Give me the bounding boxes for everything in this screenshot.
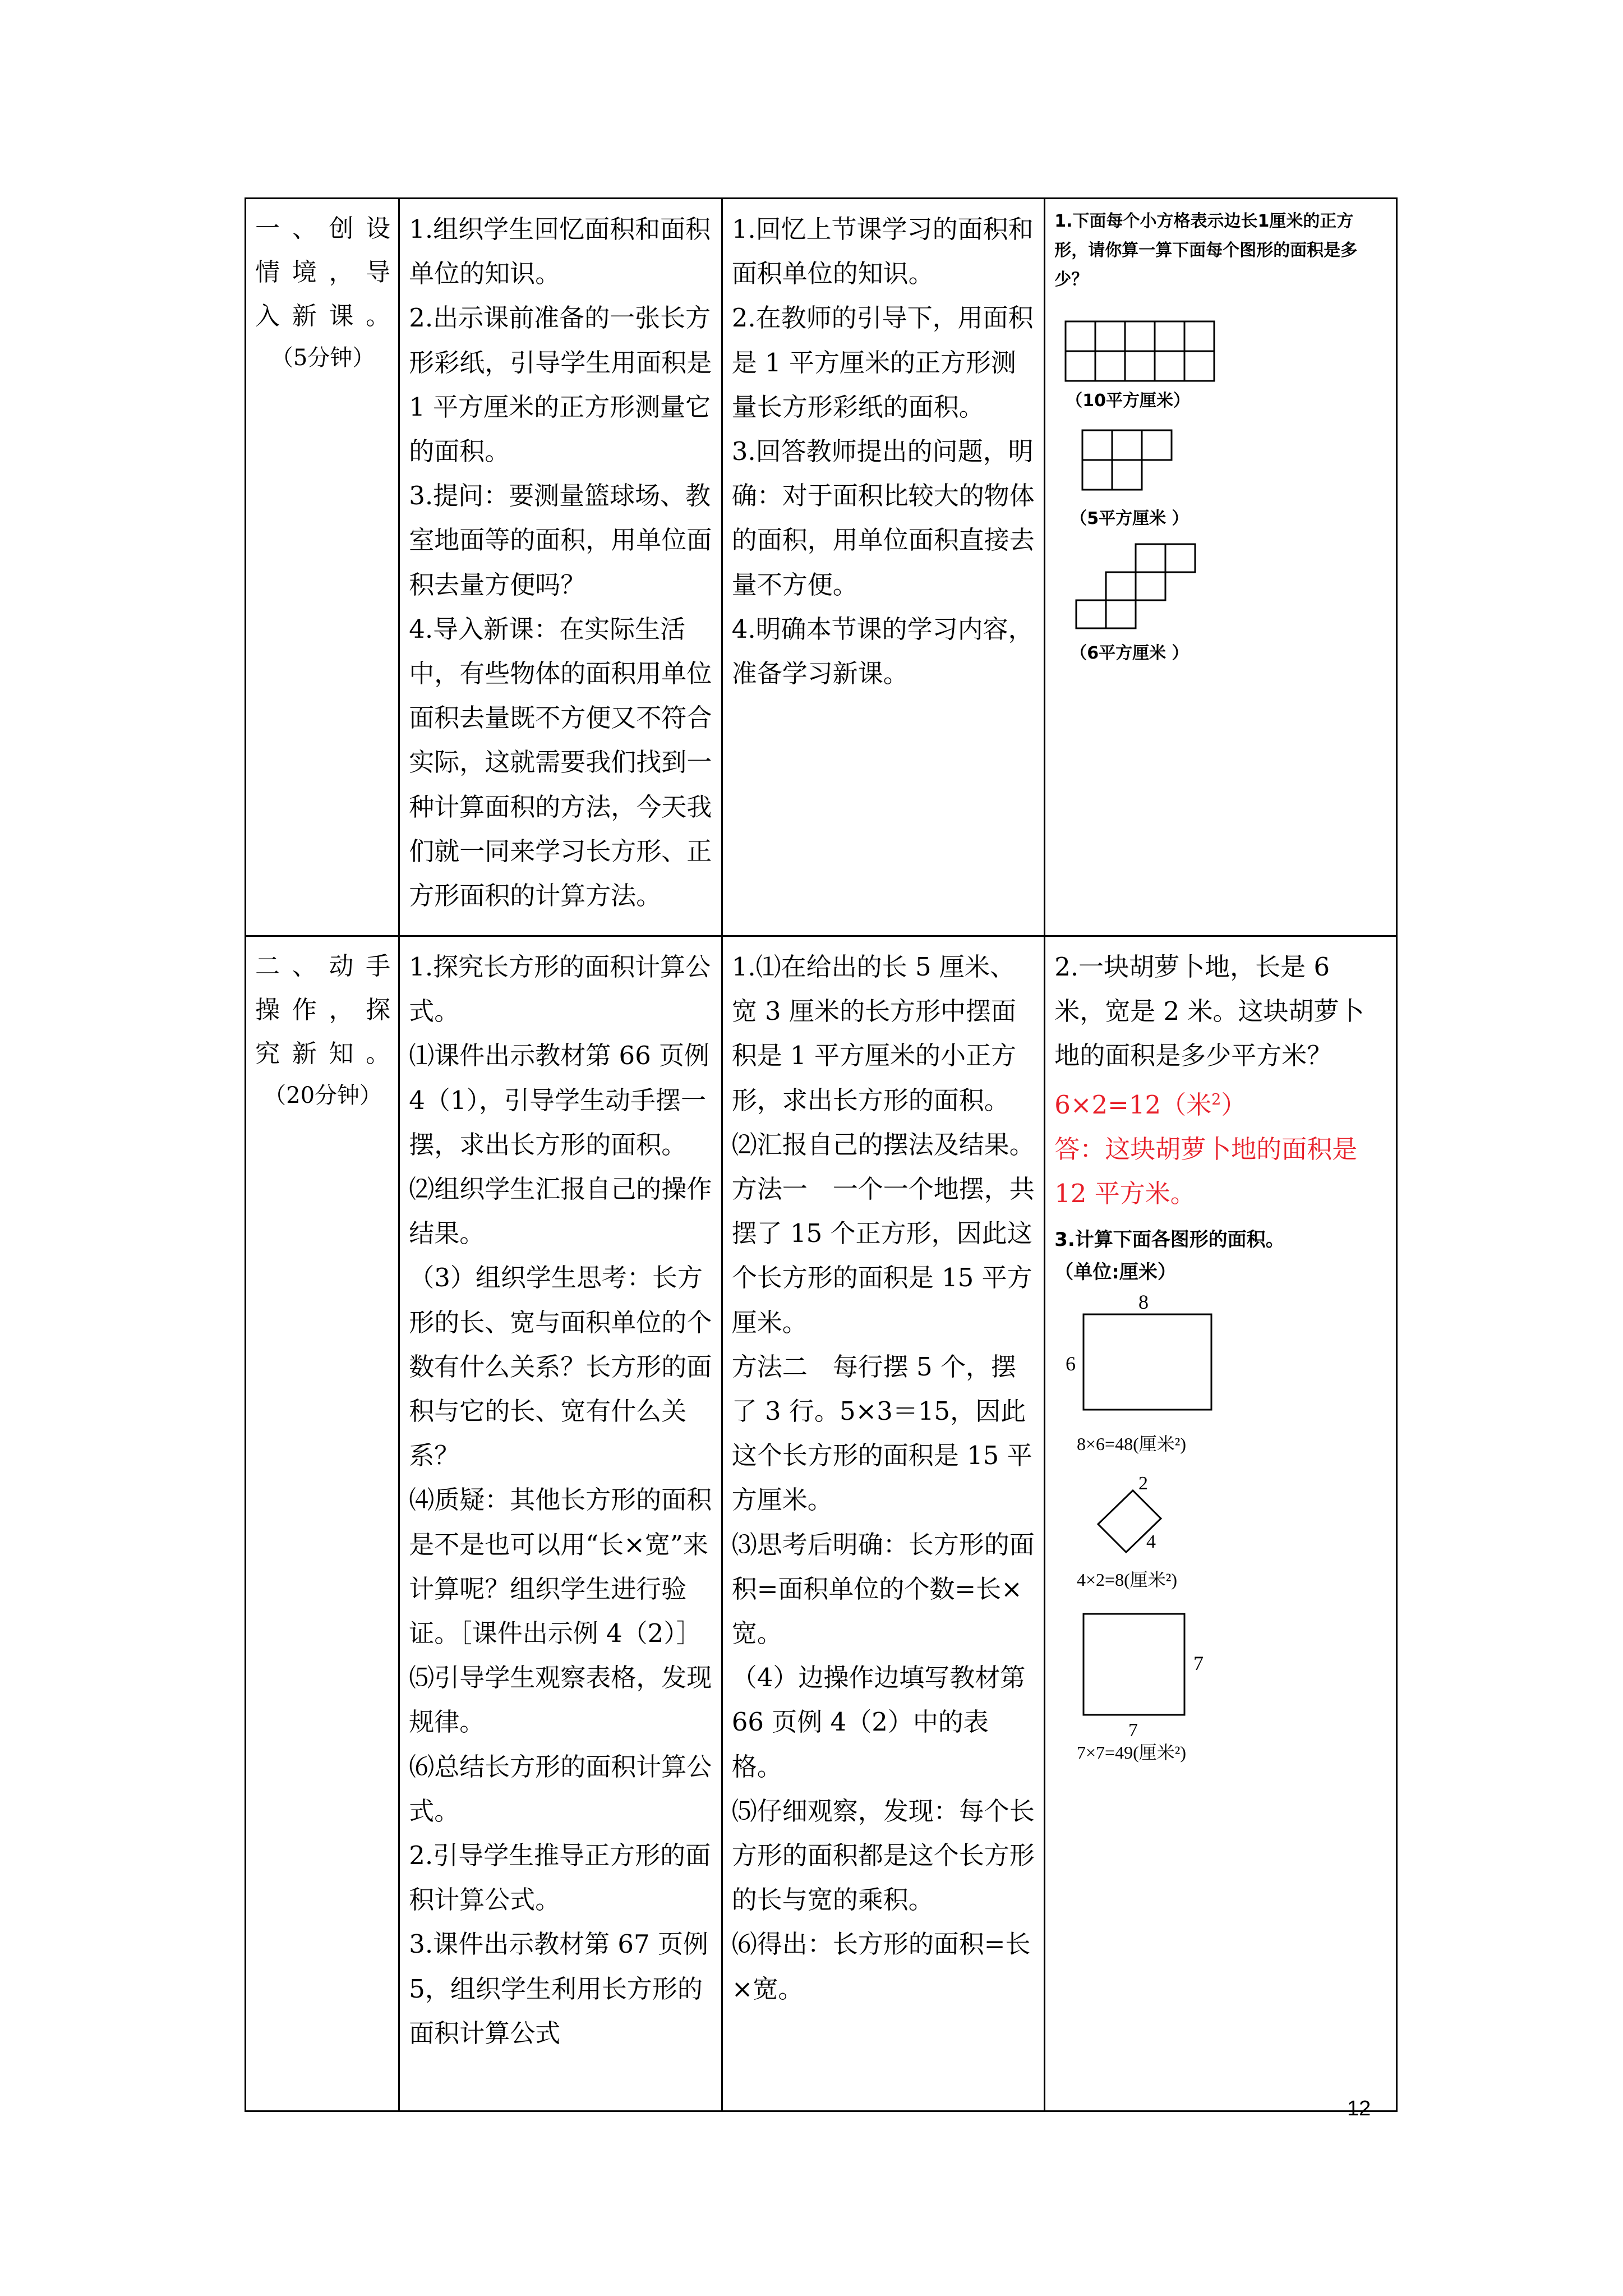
fig1-left-label: 6 <box>1066 1352 1076 1375</box>
teacher-step: 3.课件出示教材第 67 页例 5，组织学生利用长方形的面积计算公式 <box>409 1929 708 2048</box>
calc-sup: 2 <box>1211 1091 1221 1108</box>
teacher-activity-cell <box>399 199 722 936</box>
student-step: ⑸仔细观察，发现：每个长方形的面积都是这个长方形的长与宽的乘积。 <box>731 1796 1035 1915</box>
lesson-plan-table <box>245 197 1398 2112</box>
teacher-activity-cell <box>399 936 722 2111</box>
fig3-bottom-label: 7 <box>1128 1720 1138 1741</box>
teacher-step: ⑵组织学生汇报自己的操作结果。 <box>409 1174 712 1249</box>
exercise-answer: 答：这块胡萝卜地的面积是 12 平方米。 <box>1054 1134 1358 1208</box>
stage-cell <box>246 199 399 936</box>
stage-cell <box>246 936 399 2111</box>
teacher-step: 1.探究长方形的面积计算公式。 <box>409 952 711 1027</box>
table-row <box>246 936 1397 2111</box>
stage-line: 入新课。 <box>255 302 391 330</box>
fig3-right-label: 7 <box>1193 1652 1204 1674</box>
teacher-step: 3.提问：要测量篮球场、教室地面等的面积，用单位面积去量方便吗？ <box>409 481 712 600</box>
student-activity-cell <box>722 936 1045 2111</box>
student-step: ⑹得出：长方形的面积=长×宽。 <box>731 1929 1031 2004</box>
student-step: 4.明确本节课的学习内容，准备学习新课。 <box>731 614 1034 689</box>
exercise-question-3: 3.计算下面各图形的面积。 <box>1054 1228 1285 1251</box>
student-activity-cell <box>722 199 1045 936</box>
exercise-cell <box>1045 936 1397 2111</box>
exercise-question: 1.下面每个小方格表示边长1厘米的正方形，请你算一算下面每个图形的面积是多少？ <box>1054 211 1358 289</box>
table-row <box>246 199 1397 936</box>
teacher-step: ⑴课件出示教材第 66 页例 4（1），引导学生动手摆一摆，求出长方形的面积。 <box>409 1041 710 1159</box>
student-step: ⑶思考后明确：长方形的面积=面积单位的个数=长×宽。 <box>731 1529 1035 1649</box>
student-step: 1.⑴在给出的长 5 厘米、宽 3 厘米的长方形中摆面积是 1 平方厘米的小正方形，求出长方形的面积。 <box>731 952 1016 1115</box>
page-number: 12 <box>1347 2097 1371 2120</box>
exercise-cell <box>1045 199 1397 936</box>
student-step: 方法二 每行摆 5 个，摆了 3 行。5×3＝15，因此这个长方形的面积是 15 平方厘米。 <box>731 1351 1032 1515</box>
rectangle-figure <box>1054 1289 1368 1468</box>
stage-time: （20分钟） <box>264 1083 382 1108</box>
teacher-step: ⑷质疑：其他长方形的面积是不是也可以用“长×宽”来计算呢？组织学生进行验证。［课件出示例 4（2）］ <box>409 1485 712 1649</box>
student-step: ⑵汇报自己的摆法及结果。 <box>731 1129 1035 1159</box>
student-step: （4）边操作边填写教材第 66 页例 4（2）中的表格。 <box>731 1663 1026 1782</box>
fig1-top-label: 8 <box>1138 1291 1149 1313</box>
stage-time: （5分钟） <box>270 345 375 371</box>
teacher-step: ⑹总结长方形的面积计算公式。 <box>409 1751 712 1826</box>
tilted-rectangle-figure <box>1054 1468 1368 1597</box>
teacher-step: 4.导入新课：在实际生活中，有些物体的面积用单位面积去量既不方便又不符合实际，这就需要我们找到一种计算面积的方法，今天我们就一同来学习长方形、正方形面积的计算方法。 <box>409 614 712 911</box>
student-step: 方法一 一个一个地摆，共摆了 15 个正方形，因此这个长方形的面积是 15 平方厘米。 <box>731 1174 1035 1337</box>
teacher-step: 2.引导学生推导正方形的面积计算公式。 <box>409 1841 711 1915</box>
exercise-unit: （单位:厘米） <box>1054 1261 1177 1283</box>
calc-text: 6×2=12（米 <box>1054 1090 1212 1120</box>
grid-figure-10 <box>1054 295 1368 384</box>
fig2-answer: 4×2=8(厘米²) <box>1077 1570 1178 1590</box>
stage-line: 究新知。 <box>255 1039 391 1068</box>
stage-line: 一、创设 <box>255 214 391 243</box>
stage-line: 情境，导 <box>255 258 391 287</box>
teacher-step: ⑸引导学生观察表格，发现规律。 <box>409 1663 712 1737</box>
teacher-step: 1.组织学生回忆面积和面积单位的知识。 <box>409 214 711 289</box>
student-step: 1.回忆上节课学习的面积和面积单位的知识。 <box>731 214 1034 289</box>
fig1-answer: 8×6=48(厘米²) <box>1077 1434 1187 1454</box>
exercise-calc <box>1054 1078 1388 1127</box>
calc-end: ） <box>1221 1090 1247 1120</box>
grid-figure-5 <box>1054 418 1368 502</box>
stage-line: 操作，探 <box>255 996 391 1024</box>
teacher-step: （3）组织学生思考：长方形的长、宽与面积单位的个数有什么关系？长方形的面积与它的长、宽有什么关系？ <box>409 1263 712 1471</box>
fig2-side-label: 4 <box>1146 1531 1156 1552</box>
fig3-answer: 7×7=49(厘米²) <box>1077 1742 1187 1763</box>
student-step: 3.回答教师提出的问题，明确：对于面积比较大的物体的面积，用单位面积直接去量不方便。 <box>731 436 1035 600</box>
student-step: 2.在教师的引导下，用面积是 1 平方厘米的正方形测量长方形彩纸的面积。 <box>731 303 1034 422</box>
grid-figure-6 <box>1054 536 1368 637</box>
exercise-question-2: 2.一块胡萝卜地，长是 6 米，宽是 2 米。这块胡萝卜地的面积是多少平方米？ <box>1054 952 1364 1070</box>
grid-answer: （6平方厘米 ） <box>1070 643 1189 663</box>
stage-line: 二、动手 <box>255 952 391 981</box>
grid-answer: （5平方厘米 ） <box>1070 509 1189 528</box>
square-figure <box>1054 1597 1368 1765</box>
grid-answer: （10平方厘米） <box>1066 391 1190 411</box>
teacher-step: 2.出示课前准备的一张长方形彩纸，引导学生用面积是 1 平方厘米的正方形测量它的面积。 <box>409 303 712 467</box>
fig2-top-label: 2 <box>1138 1473 1149 1494</box>
